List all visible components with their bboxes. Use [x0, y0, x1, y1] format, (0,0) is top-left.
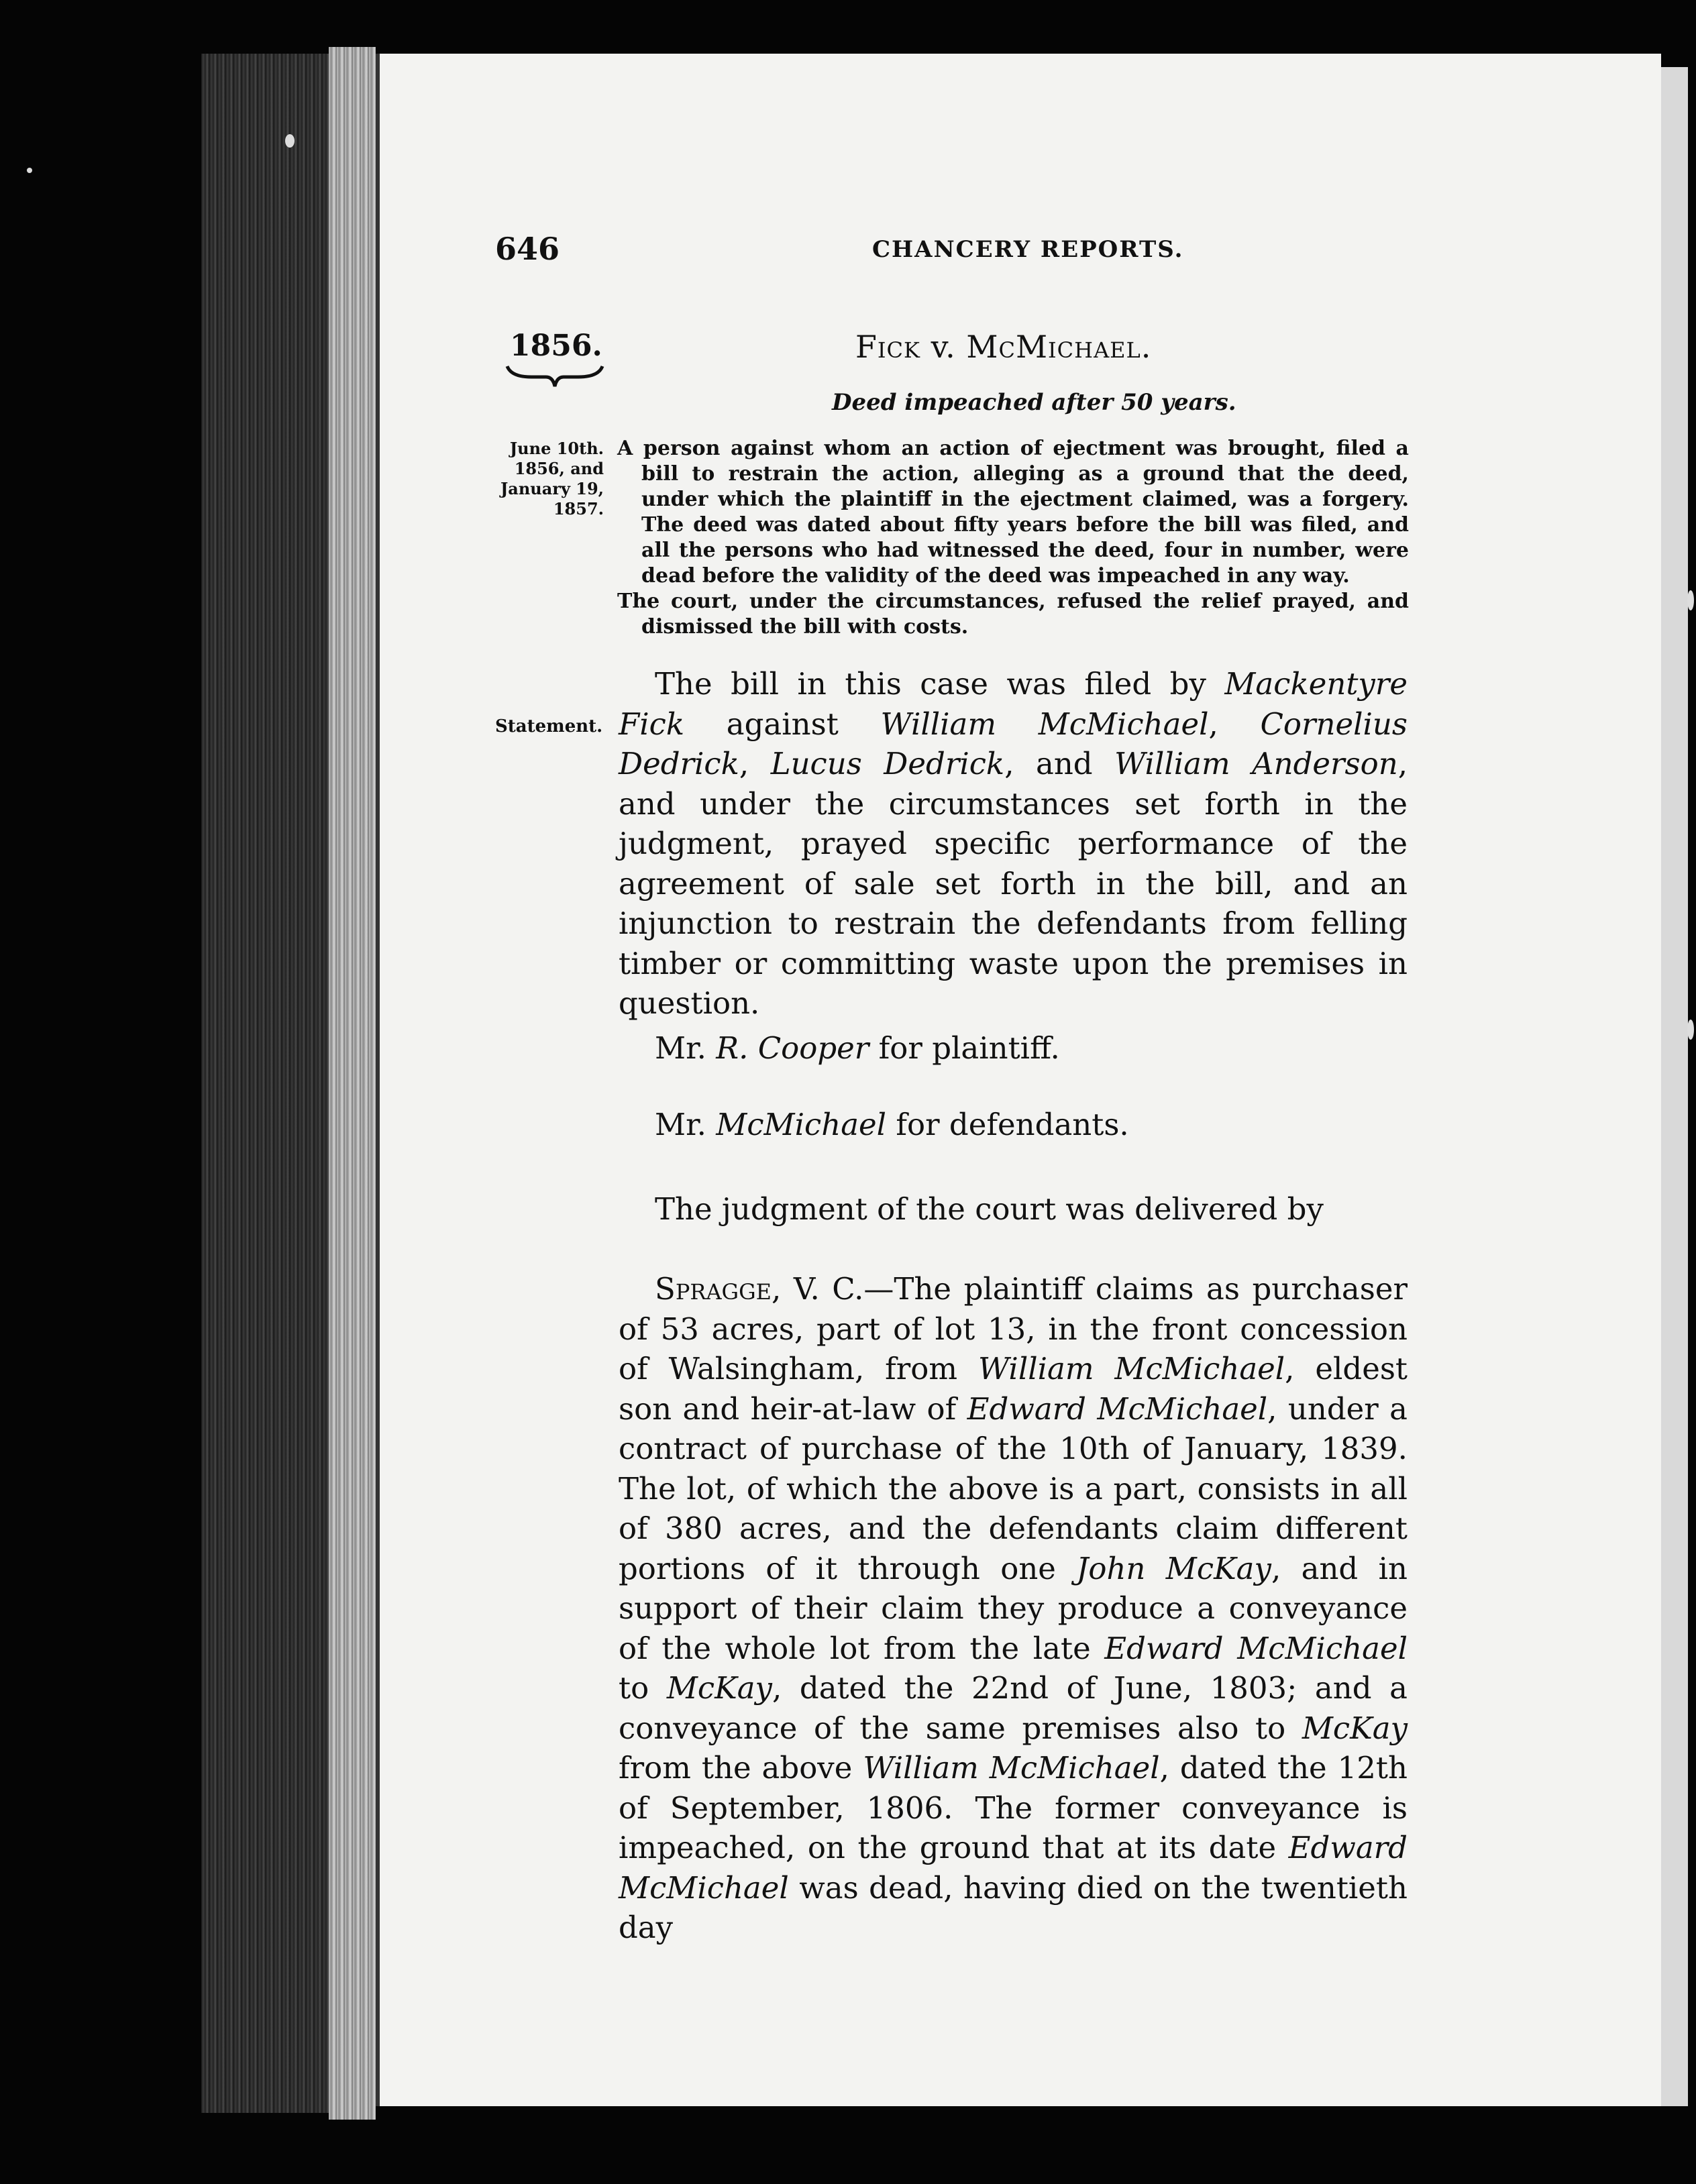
- party-name: John McKay: [1076, 1550, 1271, 1586]
- running-head: CHANCERY REPORTS.: [872, 236, 1184, 263]
- case-title-plaintiff: Fick: [855, 329, 920, 365]
- party-name: William McMichael: [977, 1351, 1285, 1386]
- speck: [27, 168, 32, 173]
- judgment-text: , and in support of their claim they produce a conveyance of the whole lot from the late: [619, 1550, 1408, 1666]
- judgment-text: from the above: [619, 1750, 863, 1786]
- hearing-dates: [496, 439, 604, 519]
- statement-text: ,: [1208, 706, 1261, 742]
- judge-name: Spragge: [655, 1271, 772, 1307]
- statement-text: , and under the circumstances set forth in the judgment, prayed specific performance of the agreement of sale set forth in the bill, and an injunction to restrain the defendants from felling timber or committing waste upon the premises in question.: [619, 746, 1408, 1021]
- statement-text: The bill in this case was filed by: [655, 666, 1225, 702]
- judgment-text: , dated the 22nd of June, 1803; and a conveyance of the same premises also to: [619, 1670, 1408, 1746]
- counsel-text: for defendants.: [886, 1107, 1129, 1142]
- party-name: Lucus Dedrick: [770, 746, 1005, 781]
- judgment-paragraph: [619, 1269, 1408, 1948]
- party-name: William Anderson: [1114, 746, 1398, 781]
- date-line: 1856, and: [514, 459, 604, 478]
- right-page-edge: [1657, 67, 1688, 2106]
- party-name: Edward McMichael: [1104, 1630, 1408, 1666]
- judgment-text: to: [619, 1670, 667, 1706]
- party-name: Edward McMichael: [619, 1830, 1408, 1906]
- case-subject: Deed impeached after 50 years.: [832, 389, 1236, 416]
- party-name: William McMichael: [880, 706, 1209, 742]
- party-name: Mackentyre Fick: [619, 666, 1408, 742]
- headnote-paragraph: The court, under the circumstances, refused the relief prayed, and dismissed the bill with costs.: [617, 590, 1409, 639]
- speck: [1687, 1020, 1694, 1040]
- party-name: McKay: [1302, 1710, 1408, 1746]
- case-title: [855, 329, 1151, 365]
- counsel-text: Mr.: [655, 1030, 717, 1066]
- counsel-plaintiff: [655, 1030, 1060, 1066]
- counsel-text: Mr.: [655, 1107, 717, 1142]
- date-line: 1857.: [553, 499, 604, 518]
- case-year: 1856.: [510, 329, 602, 363]
- counsel-name: McMichael: [716, 1107, 887, 1142]
- party-name: William McMichael: [863, 1750, 1160, 1786]
- speck: [285, 134, 295, 148]
- judgment-text: , dated the 12th of September, 1806. The former conveyance is impeached, on the ground that at its date: [619, 1750, 1408, 1865]
- speck: [1687, 590, 1694, 610]
- case-title-versus: v.: [920, 329, 967, 365]
- case-title-defendant: McMichael.: [966, 329, 1152, 365]
- statement-text: ,: [739, 746, 771, 781]
- page-number: 646: [495, 231, 560, 267]
- judgment-text: was dead, having died on the twentieth day: [619, 1869, 1408, 1945]
- brace-mark: [505, 362, 605, 389]
- date-line: January 19,: [500, 479, 604, 498]
- statement-label: Statement.: [495, 716, 603, 736]
- counsel-name: R. Cooper: [716, 1030, 869, 1066]
- headnote-paragraph: A person against whom an action of ejectment was brought, filed a bill to restrain the action, alleging as a ground that the deed, under which the plaintiff in the ejectment claimed, was a forgery. The deed was dated about fifty years before the bill was filed, and all the persons who had witnessed the deed, four in number, were dead before the validity of the deed was impeached in any way.: [617, 437, 1409, 588]
- statement-paragraph: [619, 664, 1408, 1024]
- party-name: McKay: [666, 1670, 772, 1706]
- party-name: Cornelius Dedrick: [619, 706, 1408, 781]
- page-edges: [329, 47, 376, 2120]
- counsel-text: for plaintiff.: [869, 1030, 1060, 1066]
- party-name: Edward McMichael: [967, 1390, 1268, 1427]
- judgment-text: , V. C.—The plaintiff claims as purchaser of 53 acres, part of lot 13, in the front concession of Walsingham, from: [619, 1271, 1408, 1386]
- date-line: June 10th.: [509, 439, 604, 458]
- statement-text: against: [684, 706, 881, 742]
- judgment-text: , under a contract of purchase of the 10th of January, 1839. The lot, of which the above is a part, consists in all of 380 acres, and the defendants claim different portions of it through one: [619, 1390, 1408, 1586]
- judgment-intro: The judgment of the court was delivered by: [655, 1191, 1324, 1227]
- judgment-text: , eldest son and heir-at-law of: [619, 1351, 1408, 1427]
- headnote: [617, 436, 1409, 640]
- statement-text: , and: [1004, 746, 1115, 781]
- counsel-defendant: [655, 1107, 1129, 1142]
